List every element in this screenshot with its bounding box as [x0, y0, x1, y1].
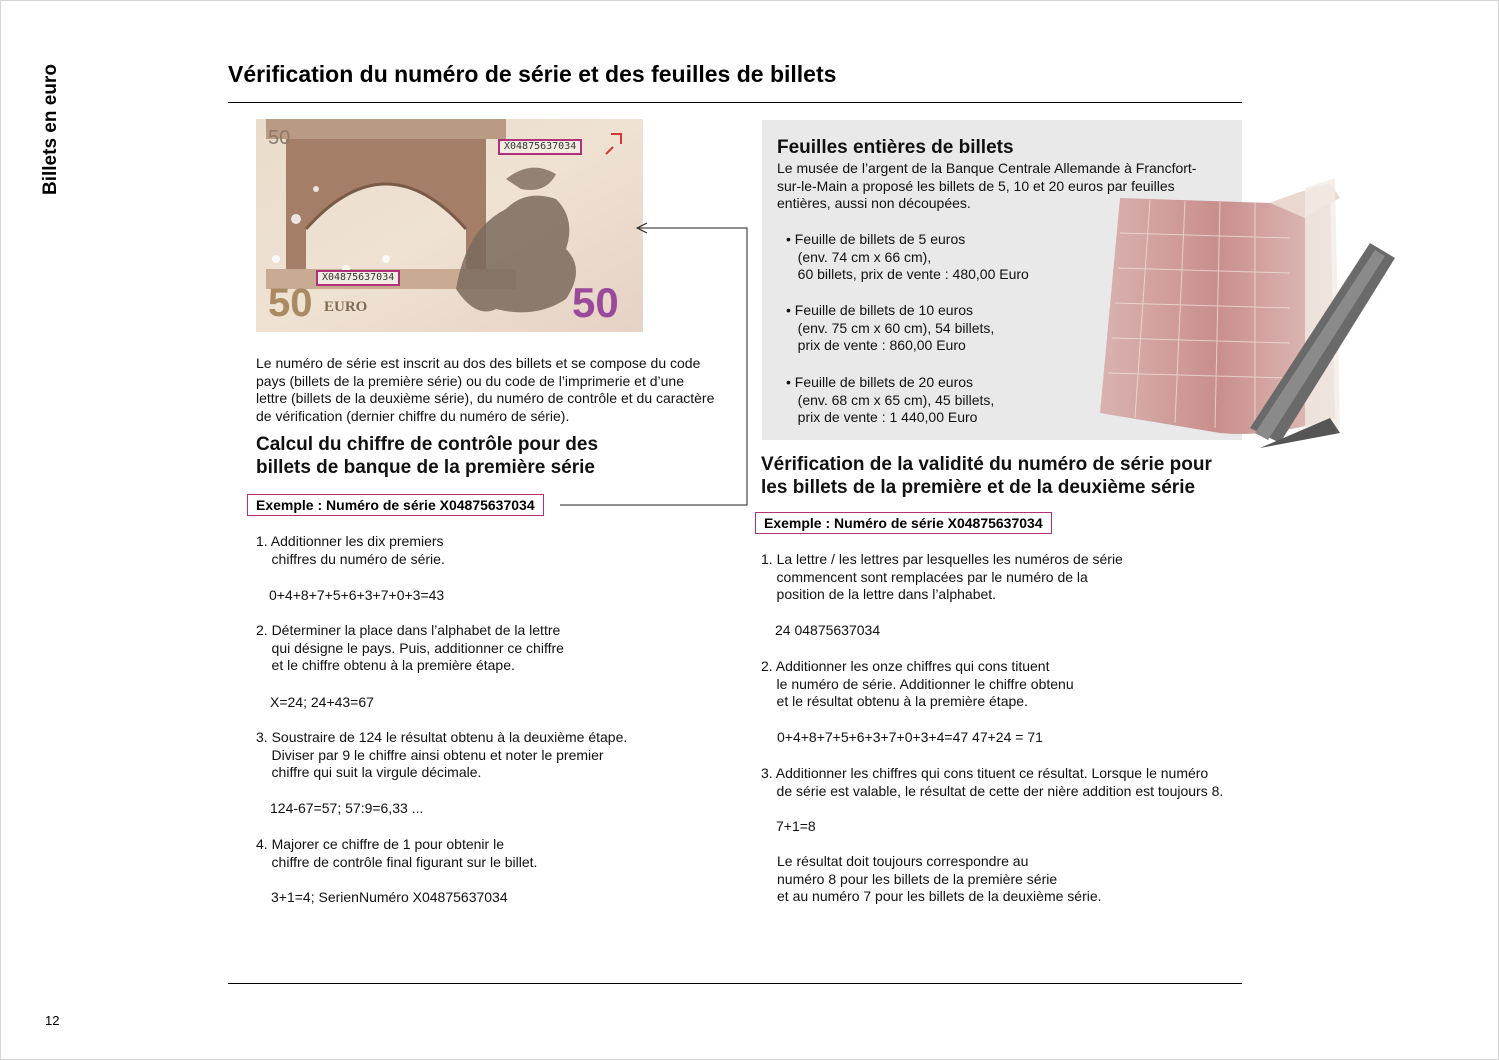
step-line: 3. Soustraire de 124 le résultat obtenu à la deuxième étape. — [256, 729, 628, 745]
sheet-item-line: • Feuille de billets de 5 euros — [786, 231, 966, 247]
sheets-intro — [777, 160, 1196, 213]
sheet-item-line: prix de vente : 860,00 Euro — [786, 337, 966, 354]
step-line: et le résultat obtenu à la première étape. — [761, 693, 1028, 710]
page-title: Vérification du numéro de série et des feuilles de billets — [228, 61, 837, 87]
step-line: commencent sont remplacées par le numéro de la — [761, 568, 1088, 585]
left-step-1-calc: 0+4+8+7+5+6+3+7+0+3=43 — [269, 587, 445, 603]
heading-line: billets de banque de la première série — [256, 457, 595, 478]
intro-line: pays (billets de la première série) ou du code de l’imprimerie et d’une — [256, 372, 684, 389]
left-step-2-calc: X=24; 24+43=67 — [270, 694, 374, 710]
heading-line: Calcul du chiffre de contrôle pour des — [256, 434, 599, 455]
sheet-item-10-euros — [786, 302, 994, 355]
right-step-2 — [761, 658, 1074, 711]
step-line: 1. La lettre / les lettres par lesquelles les numéros de série — [761, 551, 1123, 567]
footer-rule — [228, 983, 1242, 984]
sidebar-title: Billets en euro — [40, 64, 61, 195]
step-line: qui désigne le pays. Puis, additionner ce chiffre — [256, 639, 564, 656]
heading-line: Vérification de la validité du numéro de série pour — [761, 454, 1212, 475]
step-line: 1. Additionner les dix premiers — [256, 533, 444, 549]
step-line: et le chiffre obtenu à la première étape. — [256, 657, 515, 674]
step-line: 3. Additionner les chiffres qui cons tituent ce résultat. Lorsque le numéro — [761, 765, 1209, 781]
denomination-small: 50 — [268, 127, 291, 149]
left-step-1 — [256, 533, 445, 568]
sheets-heading: Feuilles entières de billets — [777, 137, 1014, 158]
euro-text: EURO — [324, 299, 368, 315]
step-line: chiffres du numéro de série. — [256, 550, 445, 567]
step-line: chiffre qui suit la virgule décimale. — [256, 764, 482, 781]
left-example-box: Exemple : Numéro de série X04875637034 — [247, 494, 544, 516]
left-step-3-calc: 124-67=57; 57:9=6,33 ... — [270, 800, 424, 816]
left-intro — [256, 355, 714, 425]
sheet-item-20-euros — [786, 374, 994, 427]
right-step-2-calc: 0+4+8+7+5+6+3+7+0+3+4=47 47+24 = 71 — [777, 729, 1043, 745]
sheets-intro-line: entières, aussi non découpées. — [777, 195, 971, 212]
serial-number-top: X04875637034 — [498, 139, 582, 155]
right-step-1-calc: 24 04875637034 — [775, 622, 881, 638]
conclusion-line: et au numéro 7 pour les billets de la deuxième série. — [777, 888, 1102, 905]
intro-line: lettre (billets de la deuxième série), du numéro de contrôle et du caractère — [256, 390, 715, 407]
sheet-item-line: (env. 75 cm x 60 cm), 54 billets, — [786, 319, 995, 336]
right-step-1 — [761, 551, 1123, 604]
step-line: 2. Additionner les onze chiffres qui cons tituent — [761, 658, 1050, 674]
left-step-3 — [256, 729, 627, 782]
sheet-item-line: 60 billets, prix de vente : 480,00 Euro — [786, 266, 1029, 283]
step-line: 2. Déterminer la place dans l’alphabet de la lettre — [256, 622, 561, 638]
denomination-large: 50 — [572, 279, 619, 326]
right-example-box: Exemple : Numéro de série X04875637034 — [755, 512, 1052, 534]
right-step-3-calc: 7+1=8 — [776, 818, 816, 834]
step-line: position de la lettre dans l’alphabet. — [761, 586, 997, 603]
sheets-intro-line: sur-le-Main a proposé les billets de 5, 10 et 20 euros par feuilles — [777, 177, 1175, 194]
intro-line: de vérification (dernier chiffre du numéro de série). — [256, 407, 570, 424]
conclusion-line: numéro 8 pour les billets de la première série — [777, 870, 1058, 887]
step-line: chiffre de contrôle final figurant sur le billet. — [256, 853, 538, 870]
sheet-item-line: (env. 74 cm x 66 cm), — [786, 248, 932, 265]
left-step-2 — [256, 622, 564, 675]
sheet-item-line: • Feuille de billets de 20 euros — [786, 374, 974, 390]
conclusion-line: Le résultat doit toujours correspondre au — [777, 853, 1029, 869]
sheet-item-5-euros — [786, 231, 1029, 284]
left-heading — [256, 433, 598, 479]
step-line: Diviser par 9 le chiffre ainsi obtenu et noter le premier — [256, 746, 604, 763]
right-conclusion — [777, 853, 1102, 906]
page-number: 12 — [45, 1013, 60, 1028]
step-line: 4. Majorer ce chiffre de 1 pour obtenir le — [256, 836, 504, 852]
denomination-left: 50 — [268, 281, 313, 325]
left-step-4-calc: 3+1=4; SerienNuméro X04875637034 — [271, 889, 508, 905]
right-heading — [761, 453, 1212, 499]
step-line: de série est valable, le résultat de cette der nière addition est toujours 8. — [761, 782, 1224, 799]
sheet-item-line: prix de vente : 1 440,00 Euro — [786, 409, 978, 426]
sheet-item-line: (env. 68 cm x 65 cm), 45 billets, — [786, 391, 995, 408]
right-step-3 — [761, 765, 1223, 800]
left-step-4 — [256, 836, 537, 871]
title-rule — [228, 102, 1242, 103]
sheet-item-line: • Feuille de billets de 10 euros — [786, 302, 974, 318]
heading-line: les billets de la première et de la deuxième série — [761, 477, 1196, 498]
sheets-intro-line: Le musée de l’argent de la Banque Centrale Allemande à Francfort- — [777, 160, 1197, 176]
serial-number-bottom: X04875637034 — [316, 270, 400, 286]
banknote-sheets-image — [1090, 178, 1400, 450]
step-line: le numéro de série. Additionner le chiffre obtenu — [761, 675, 1074, 692]
intro-line: Le numéro de série est inscrit au dos des billets et se compose du code — [256, 355, 701, 371]
